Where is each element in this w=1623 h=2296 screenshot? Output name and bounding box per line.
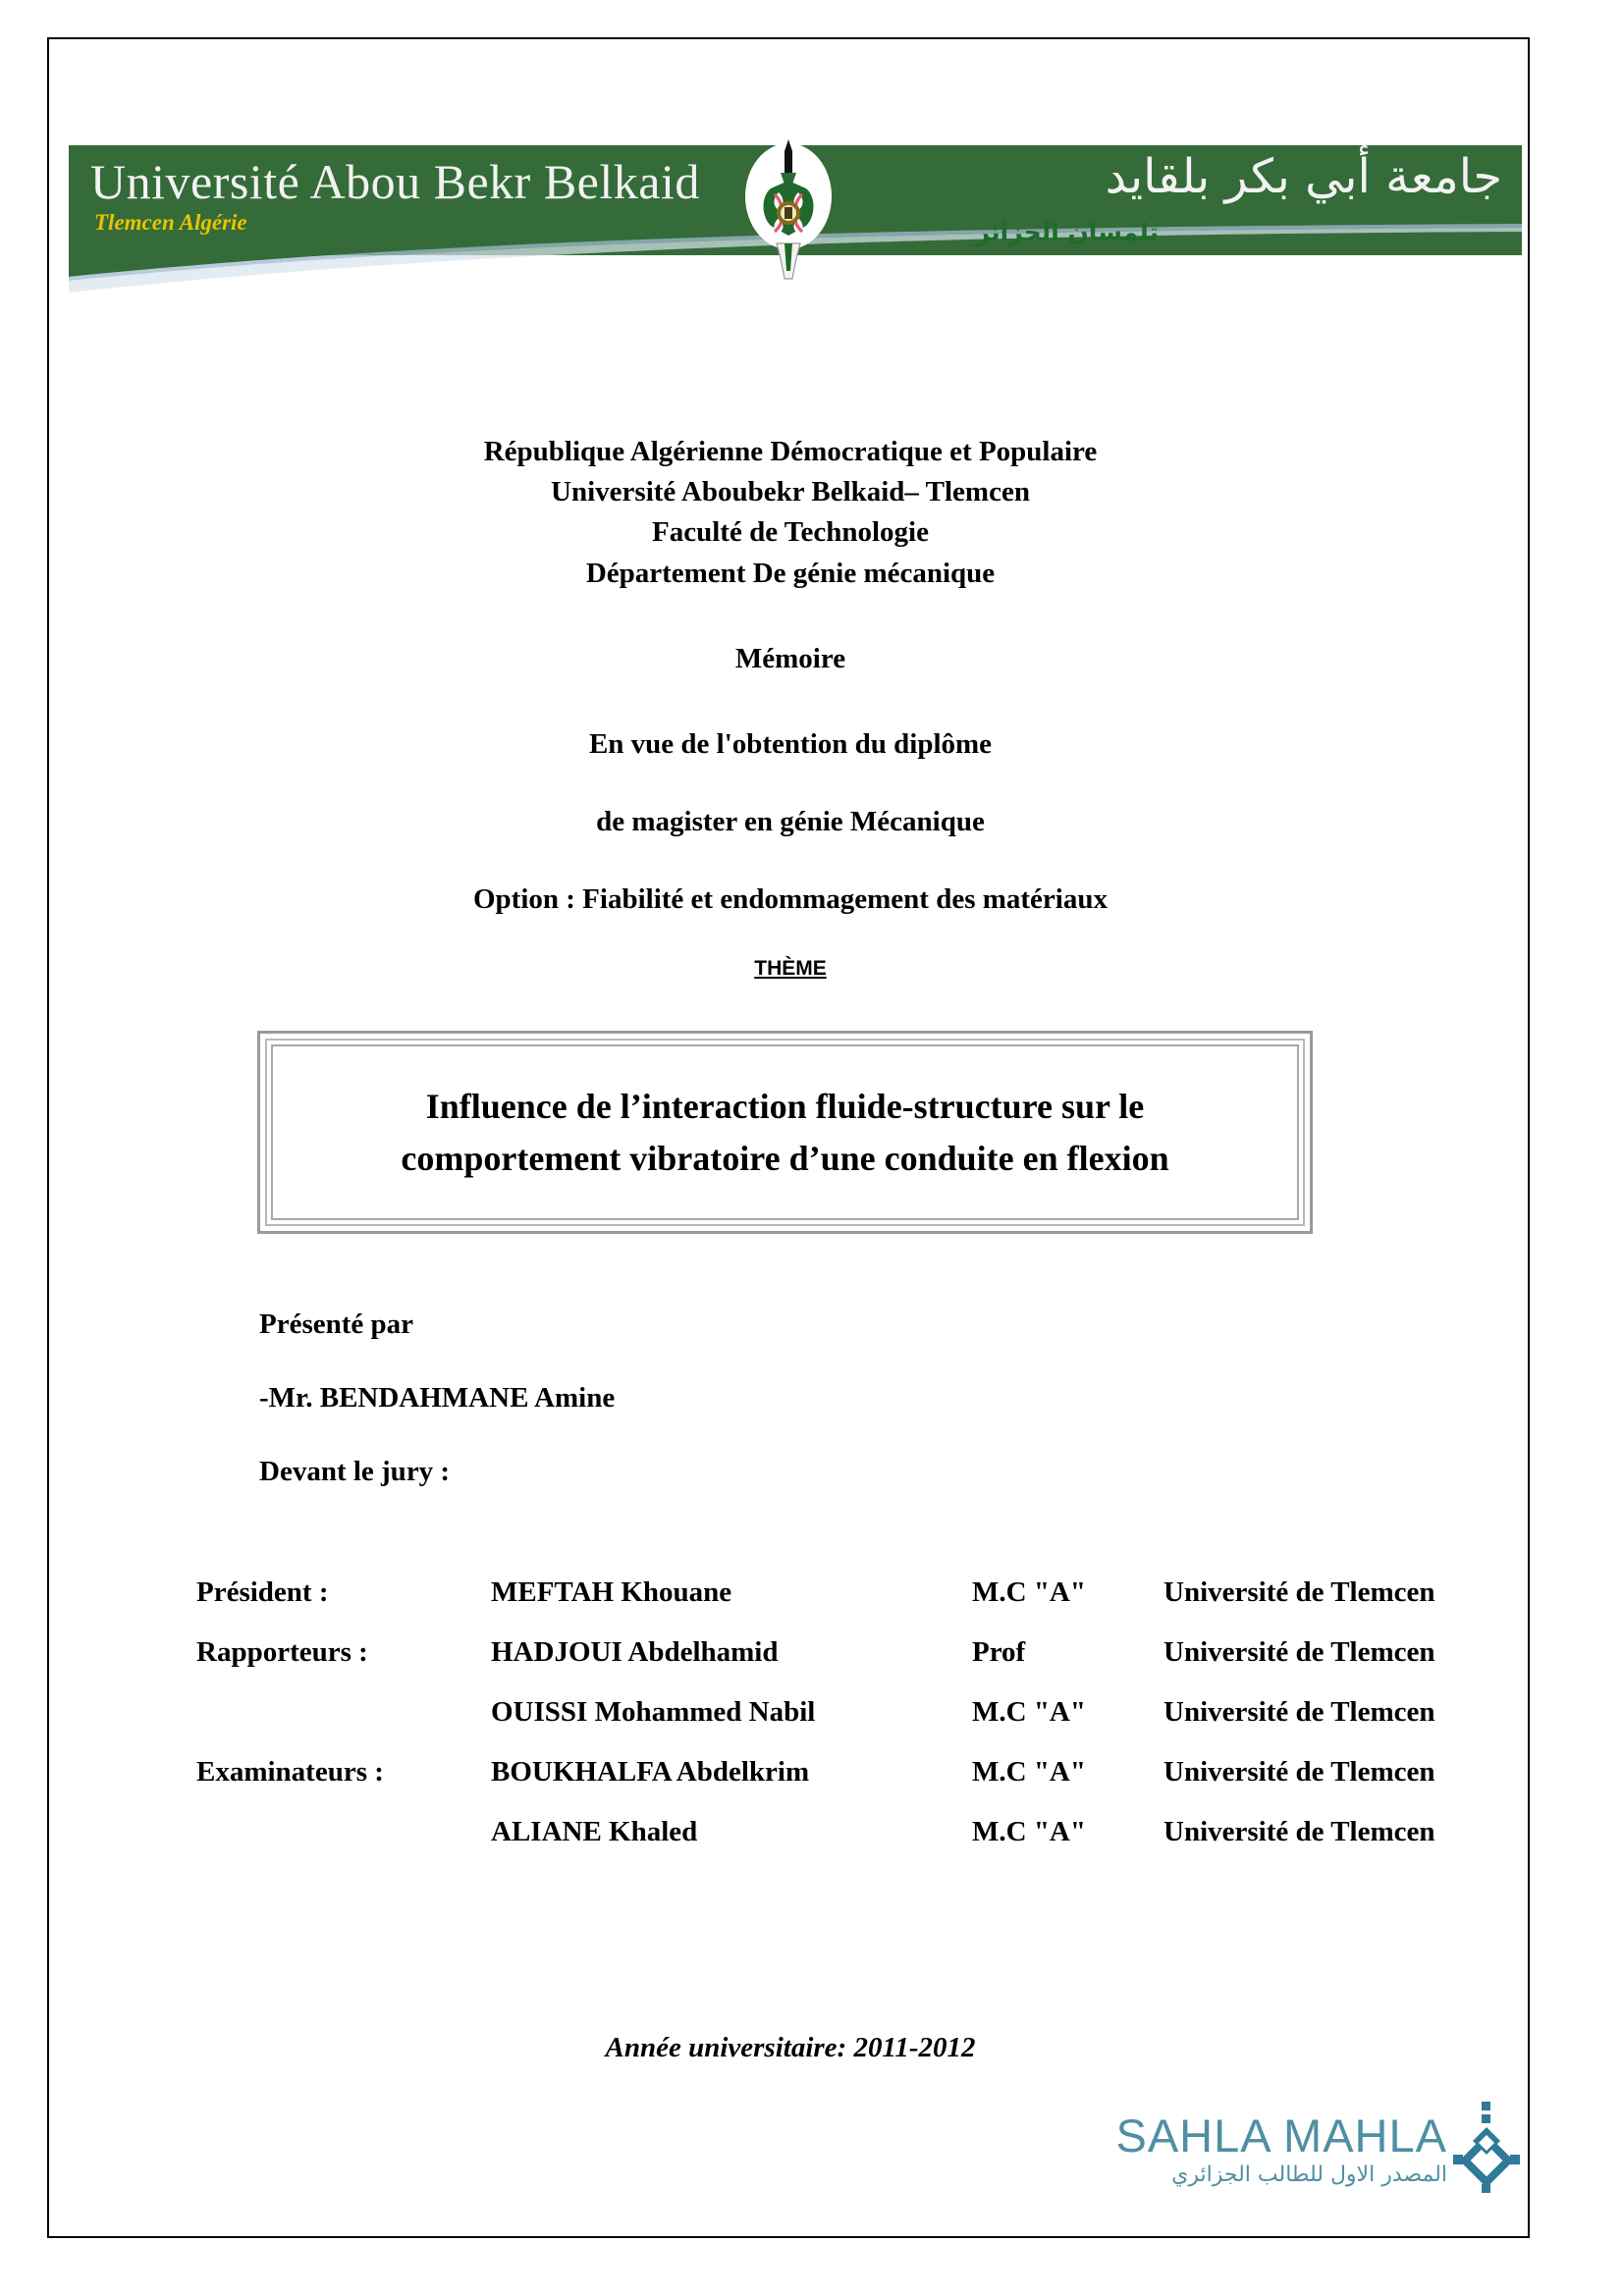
jury-university: Université de Tlemcen (1163, 1636, 1435, 1668)
title-box-middle-border (265, 1039, 1305, 1226)
jury-grade: Prof (972, 1636, 1026, 1668)
jury-university: Université de Tlemcen (1163, 1816, 1435, 1847)
title-box-inner-border (271, 1044, 1299, 1220)
table-row (196, 1623, 1502, 1682)
jury-role (196, 1682, 491, 1742)
jury-grade: M.C "A" (972, 1816, 1086, 1847)
jury-table (196, 1563, 1502, 1862)
table-row (196, 1563, 1502, 1623)
jury-name: ALIANE Khaled (491, 1816, 698, 1847)
heading-line-university: Université Aboubekr Belkaid– Tlemcen (551, 476, 1030, 508)
jury-university: Université de Tlemcen (1163, 1756, 1435, 1788)
magister-line: de magister en génie Mécanique (596, 806, 985, 838)
theme-label: THÈME (754, 957, 827, 981)
heading-line-department: Département De génie mécanique (585, 557, 996, 589)
sahla-mahla-watermark (1115, 2100, 1522, 2199)
jury-label: Devant le jury : (259, 1456, 451, 1487)
jury-role: Président : (196, 1576, 329, 1608)
jury-table-body (196, 1563, 1502, 1862)
watermark-text (1115, 2109, 1447, 2187)
jury-university: Université de Tlemcen (1163, 1576, 1435, 1608)
document-page (47, 37, 1530, 2238)
watermark-brand: SAHLA MAHLA (1115, 2109, 1447, 2162)
banner-title-arabic: جامعة أبي بكر بلقايد (1105, 149, 1502, 204)
table-row (196, 1682, 1502, 1742)
heading-line-republic: République Algérienne Démocratique et Populaire (483, 436, 1098, 467)
jury-grade: M.C "A" (972, 1696, 1086, 1728)
diploma-line: En vue de l'obtention du diplôme (588, 727, 993, 760)
heading-line-faculty: Faculté de Technologie (652, 516, 929, 549)
memoire-label: Mémoire (734, 642, 846, 674)
heading-block (49, 432, 1532, 981)
presented-by-block (259, 1310, 615, 1531)
jury-grade: M.C "A" (972, 1756, 1086, 1788)
jury-name: BOUKHALFA Abdelkrim (491, 1756, 810, 1788)
thesis-title (375, 1081, 1194, 1183)
university-emblem-logo (741, 133, 836, 281)
watermark-tagline-arabic: المصدر الاول للطالب الجزائري (1171, 2163, 1447, 2187)
table-row (196, 1742, 1502, 1802)
watermark-diamond-ornament-icon (1451, 2100, 1522, 2199)
jury-name: MEFTAH Khouane (491, 1576, 732, 1608)
option-line: Option : Fiabilité et endommagement des matériaux (473, 883, 1108, 916)
thesis-title-box (257, 1031, 1313, 1234)
jury-role (196, 1802, 491, 1862)
jury-university: Université de Tlemcen (1163, 1696, 1435, 1728)
jury-role: Examinateurs : (196, 1756, 384, 1788)
jury-grade: M.C "A" (972, 1576, 1086, 1608)
jury-role: Rapporteurs : (196, 1636, 368, 1668)
presented-by-label: Présenté par (259, 1308, 414, 1340)
jury-name: OUISSI Mohammed Nabil (491, 1696, 816, 1728)
thesis-title-line-1: Influence de l’interaction fluide-structure sur le (425, 1087, 1145, 1127)
banner-subtitle-french: Tlemcen Algérie (94, 210, 247, 235)
banner-subtitle-arabic: تلمسان الجزائر (975, 218, 1159, 246)
banner-title-french: Université Abou Bekr Belkaid (90, 154, 700, 209)
author-name: -Mr. BENDAHMANE Amine (259, 1382, 616, 1414)
thesis-title-line-2: comportement vibratoire d’une conduite en flexion (401, 1138, 1169, 1178)
jury-name: HADJOUI Abdelhamid (491, 1636, 779, 1668)
academic-year: Année universitaire: 2011-2012 (605, 2032, 976, 2063)
table-row (196, 1802, 1502, 1862)
